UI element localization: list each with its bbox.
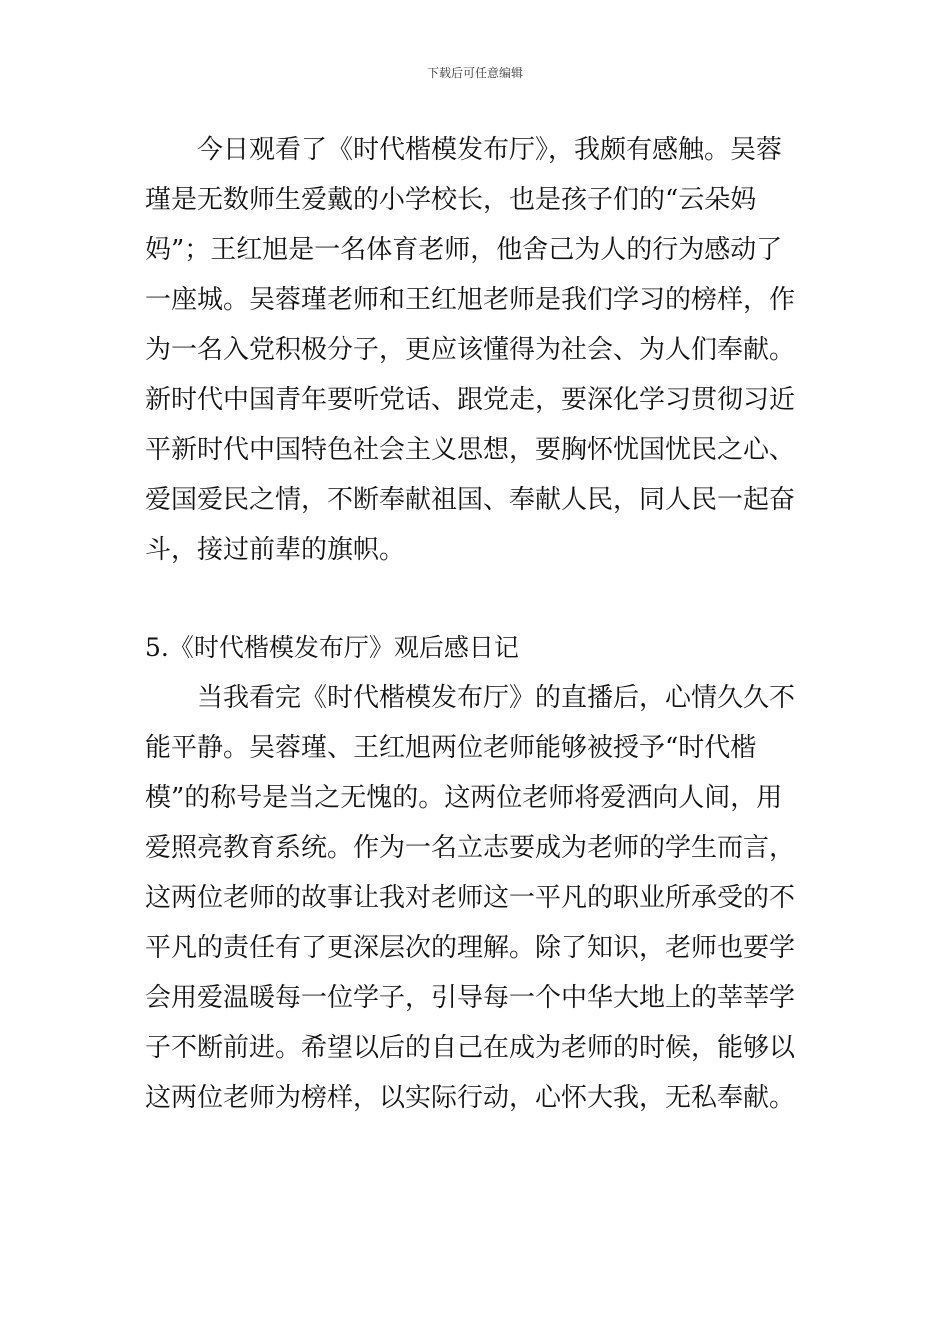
section-heading: 5.《时代楷模发布厅》观后感日记 <box>145 633 519 662</box>
paragraph-line: 能平静。吴蓉瑾、王红旭两位老师能够被授予“时代楷 <box>145 733 757 763</box>
paragraph-line: 斗，接过前辈的旗帜。 <box>145 535 406 565</box>
paragraph-line: 当我看完《时代楷模发布厅》的直播后，心情久久不 <box>197 683 796 713</box>
paragraph-line: 爱国爱民之情，不断奉献祖国、奉献人民，同人民一起奋 <box>145 485 796 515</box>
paragraph-line: 今日观看了《时代楷模发布厅》，我颇有感触。吴蓉 <box>197 135 783 165</box>
paragraph-line: 一座城。吴蓉瑾老师和王红旭老师是我们学习的榜样，作 <box>145 285 796 315</box>
paragraph-line: 瑾是无数师生爱戴的小学校长，也是孩子们的“云朵妈 <box>145 185 757 215</box>
paragraph-line: 会用爱温暖每一位学子，引导每一个中华大地上的莘莘学 <box>145 983 796 1013</box>
paragraph-line: 子不断前进。希望以后的自己在成为老师的时候，能够以 <box>145 1033 796 1063</box>
paragraph-line: 为一名入党积极分子，更应该懂得为社会、为人们奉献。 <box>145 335 796 365</box>
paragraph-line: 平新时代中国特色社会主义思想，要胸怀忧国忧民之心、 <box>145 435 796 465</box>
paragraph-line: 平凡的责任有了更深层次的理解。除了知识，老师也要学 <box>145 933 796 963</box>
paragraph-line: 这两位老师的故事让我对老师这一平凡的职业所承受的不 <box>145 883 796 913</box>
paragraph-line: 妈”；王红旭是一名体育老师，他舍己为人的行为感动了 <box>145 235 783 265</box>
paragraph-line: 爱照亮教育系统。作为一名立志要成为老师的学生而言， <box>145 833 796 863</box>
page-header: 下载后可任意编辑 <box>426 66 523 80</box>
paragraph-line: 新时代中国青年要听党话、跟党走，要深化学习贯彻习近 <box>145 385 796 415</box>
paragraph-line: 这两位老师为榜样，以实际行动，心怀大我，无私奉献。 <box>145 1083 796 1113</box>
paragraph-line: 模”的称号是当之无愧的。这两位老师将爱洒向人间，用 <box>145 783 783 813</box>
